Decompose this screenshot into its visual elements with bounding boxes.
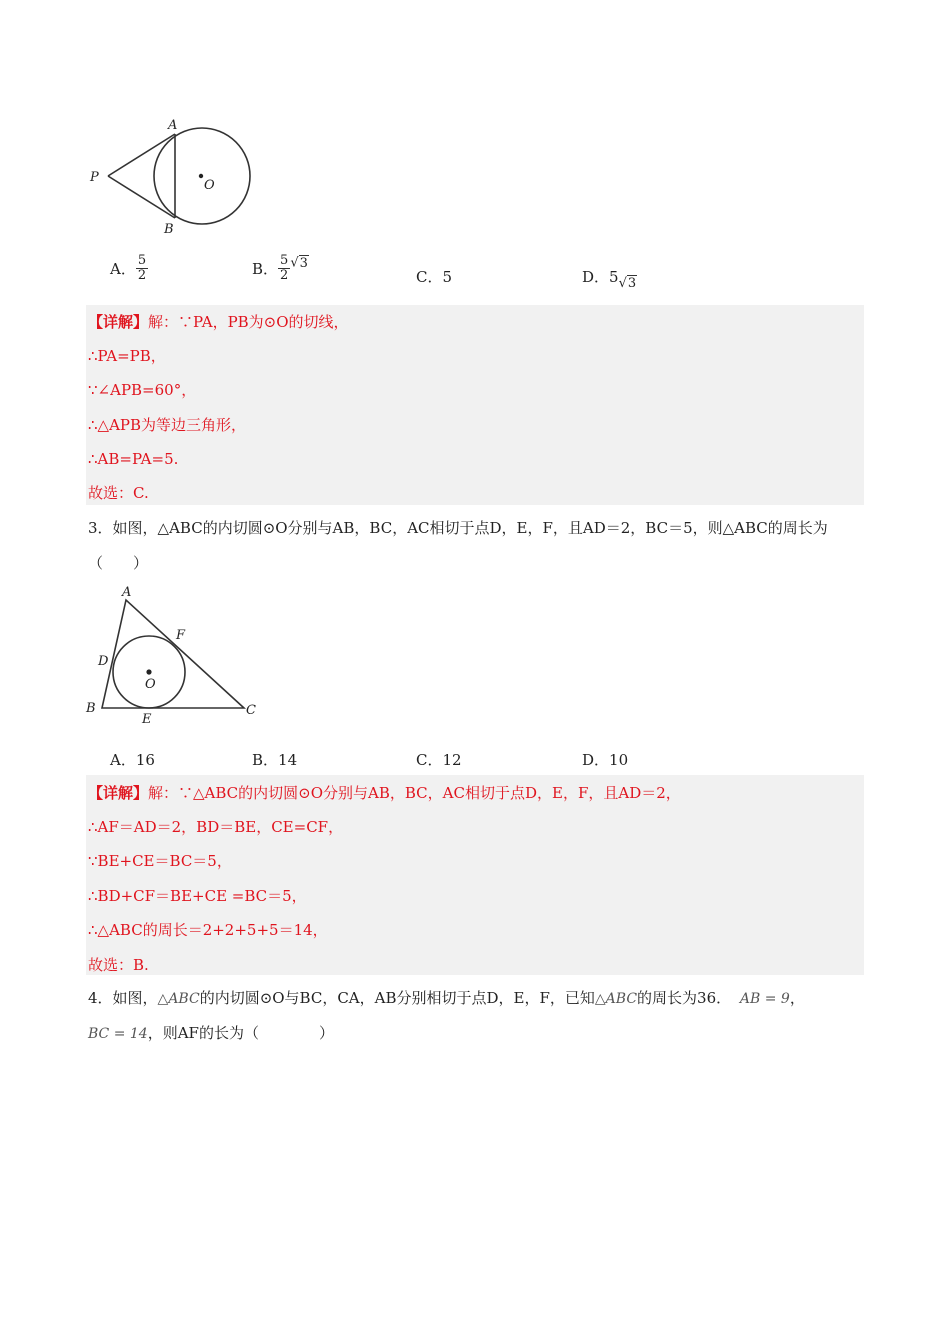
q3-stem-line-1: 3．如图，△ABC的内切圆⊙O分别与AB，BC，AC相切于点D，E，F，且AD＝2，BC＝5，则△ABC的周长为 [88, 519, 828, 537]
q2-label-b: B [164, 222, 174, 237]
q3-option-d: D．10 [582, 751, 629, 769]
q2-option-b-num: 5 [280, 253, 289, 268]
q2-option-d [582, 266, 637, 291]
q2-label-a: A [168, 118, 178, 133]
q2-option-b-fraction [278, 254, 290, 283]
q3-solution-text-1: 解：∵△ABC的内切圆⊙O分别与AB，BC，AC相切于点D，E，F，且AD＝2， [148, 784, 681, 802]
q2-option-c-value: 5 [442, 268, 453, 286]
q3-stem-line-2: （ ） [88, 554, 149, 572]
q2-option-a-num: 5 [137, 253, 147, 268]
q2-option-a-letter: A． [110, 260, 136, 278]
q2-solution-box [86, 305, 864, 505]
q4-ab-value: AB = 9 [739, 991, 790, 1007]
q3-solution-box [86, 775, 864, 975]
q2-option-a-den: 2 [137, 268, 147, 283]
q2-solution-line-6: 故选：C. [88, 484, 149, 502]
q3-solution-line-6: 故选：B. [88, 956, 149, 974]
q3-label-f: F [176, 628, 186, 643]
q4-tail-text: ，则AF的长为（ ） [147, 1024, 334, 1042]
q2-tangent-pb [108, 176, 175, 218]
q3-solution-line-3: ∵BE+CE＝BC＝5， [88, 852, 232, 870]
q4-middle-text: 的内切圆⊙O与BC，CA，AB分别相切于点D，E，F，已知 [199, 989, 595, 1007]
q3-label-a: A [122, 585, 132, 600]
q2-figure [84, 112, 264, 240]
q3-solution-line-1 [88, 783, 681, 803]
q4-perimeter-text: 的周长为36． [637, 989, 732, 1007]
q2-option-d-radicand: 3 [627, 276, 637, 291]
q2-label-p: P [90, 170, 99, 185]
q4-prefix: 4．如图， [88, 989, 158, 1007]
q3-label-b: B [86, 701, 96, 716]
q3-label-d: D [98, 654, 109, 669]
q2-option-c-letter: C． [416, 268, 443, 286]
q2-option-a [110, 254, 148, 283]
q2-solution-line-4: ∴△APB为等边三角形， [88, 416, 247, 434]
q3-solution-line-5: ∴△ABC的周长＝2+2+5+5＝14， [88, 921, 328, 939]
q4-stem-line-2 [88, 1023, 334, 1044]
q2-option-b-radicand: 3 [299, 255, 308, 271]
q2-solution-line-5: ∴AB=PA=5. [88, 450, 179, 468]
q2-option-b-letter: B． [252, 260, 279, 278]
q2-solution-tag: 【详解】 [88, 313, 149, 331]
q3-label-e: E [142, 712, 152, 727]
q2-label-o: O [204, 178, 215, 193]
q2-option-d-sqrt: √3 [618, 276, 637, 291]
q3-option-a: A．16 [110, 751, 155, 769]
q3-option-b: B．14 [252, 751, 298, 769]
q3-figure [84, 580, 264, 730]
q2-solution-line-3: ∵∠APB=60°， [88, 381, 197, 399]
q2-option-d-letter: D． [582, 268, 610, 286]
q3-solution-tag: 【详解】 [88, 784, 149, 802]
q4-triangle-symbol-1: △ABC [157, 991, 200, 1007]
q2-solution-line-2: ∴PA=PB， [88, 347, 166, 365]
q3-center-dot [146, 669, 151, 674]
q2-center-dot [199, 174, 203, 178]
q4-triangle-symbol-2: △ABC [594, 991, 638, 1007]
q2-solution-text-1: 解：∵PA，PB为⊙O的切线， [148, 313, 349, 331]
q2-tangent-pa [108, 134, 175, 176]
q3-label-c: C [246, 703, 256, 718]
q2-option-c [416, 266, 452, 287]
q3-option-c: C．12 [416, 751, 462, 769]
q2-solution-line-1 [88, 312, 349, 332]
q2-option-b-sqrt: √3 [290, 255, 308, 271]
q2-option-d-coef: 5 [609, 268, 619, 286]
q3-label-o: O [145, 677, 156, 692]
q3-solution-line-2: ∴AF＝AD＝2，BD＝BE，CE=CF， [88, 818, 344, 836]
q3-solution-line-4: ∴BD+CF＝BE+CE =BC＝5， [88, 887, 307, 905]
q2-option-b-den: 2 [280, 268, 289, 283]
q3-triangle [102, 600, 244, 708]
q2-option-a-fraction [136, 254, 148, 283]
q4-comma: ， [789, 989, 805, 1007]
q4-stem-line-1 [88, 988, 805, 1009]
q4-bc-value: BC = 14 [88, 1026, 148, 1042]
q2-option-b [252, 254, 309, 283]
